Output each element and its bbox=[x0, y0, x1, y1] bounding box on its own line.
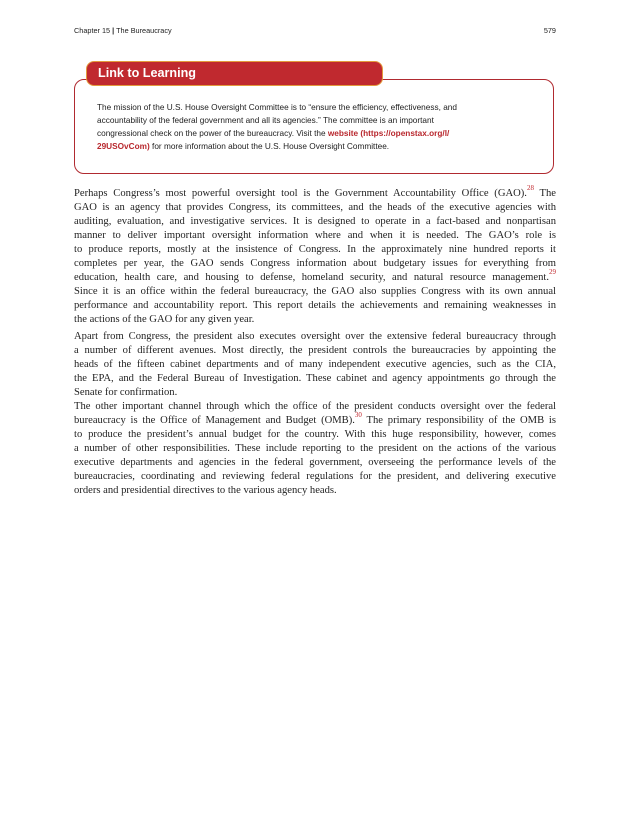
paragraph-line bbox=[74, 386, 556, 400]
footnote-reference[interactable]: 30 bbox=[354, 411, 362, 420]
line-text: to produce the president’s annual budget for the country. With this huge responsibility, however, comes bbox=[74, 429, 556, 440]
line-text: Apart from Congress, the president also executes oversight over the extensive federal bureaucracy through bbox=[74, 331, 556, 342]
line-text: auditing, evaluation, and investigative services. It is designed to operate in a fact-based and nonpartisan bbox=[74, 216, 556, 227]
line-text: The other important channel through which the office of the president conducts oversight over the federal bbox=[74, 401, 556, 412]
line-text: The bbox=[533, 188, 556, 199]
paragraph-line bbox=[74, 428, 556, 442]
line-text: a number of different avenues. Most directly, the president controls the bureaucracies by appointing the bbox=[74, 345, 556, 356]
ltl-line-text: The mission of the U.S. House Oversight Committee is to “ensure the efficiency, effectiveness, and bbox=[97, 103, 457, 112]
line-text: bureaucracies, coordinating and reviewing federal regulations for the president, and delivering executive bbox=[74, 471, 556, 482]
paragraph-line bbox=[74, 330, 556, 344]
paragraph-line bbox=[74, 215, 556, 229]
line-text: executive departments and agencies in the federal government, overseeing the performance levels of the bbox=[74, 457, 556, 468]
paragraph-line bbox=[74, 400, 556, 414]
paragraph-line bbox=[74, 411, 556, 428]
line-text: Senate for confirmation. bbox=[74, 387, 178, 398]
footnote-reference[interactable]: 28 bbox=[526, 184, 534, 193]
line-text: Since it is an office within the federal bureaucracy, the GAO also supplies Congress with its own annual bbox=[74, 286, 556, 297]
ltl-line bbox=[97, 127, 537, 140]
line-text: bureaucracy is the Office of Management and Budget (OMB). bbox=[74, 415, 355, 426]
chapter-label: Chapter 15 bbox=[74, 26, 111, 35]
chapter-title: The Bureaucracy bbox=[116, 26, 172, 35]
running-header bbox=[74, 26, 556, 38]
line-text: education, health care, and housing to defense, homeland security, and natural resource management. bbox=[74, 272, 549, 283]
line-text: The primary responsibility of the OMB is bbox=[361, 415, 556, 426]
paragraph-line bbox=[74, 470, 556, 484]
paragraph-line bbox=[74, 184, 556, 201]
paragraph-1 bbox=[74, 184, 556, 327]
paragraph-line bbox=[74, 372, 556, 386]
page-number: 579 bbox=[543, 26, 556, 35]
line-text: the actions of the GAO for any given year. bbox=[74, 314, 255, 325]
paragraph-line bbox=[74, 299, 556, 313]
paragraph-line bbox=[74, 456, 556, 470]
footnote-reference[interactable]: 29 bbox=[549, 268, 556, 277]
header-separator: | bbox=[112, 26, 115, 35]
line-text: to produce reports, mostly at the insistence of Congress. In the approximately nine hundred reports it bbox=[74, 244, 556, 255]
paragraph-line bbox=[74, 442, 556, 456]
paragraph-line bbox=[74, 484, 556, 498]
paragraph-line bbox=[74, 243, 556, 257]
paragraph-line bbox=[74, 257, 556, 271]
link-to-learning-text bbox=[97, 101, 537, 153]
website-link[interactable]: 29USOvCom) bbox=[97, 142, 150, 151]
line-text: heads of the fifteen cabinet departments and of many independent executive agencies, such as the CIA, bbox=[74, 359, 556, 370]
paragraph-line bbox=[74, 229, 556, 243]
ltl-line-text: for more information about the U.S. House Oversight Committee. bbox=[149, 142, 390, 151]
paragraph-2 bbox=[74, 330, 556, 400]
chapter-heading bbox=[74, 26, 172, 35]
paragraph-line bbox=[74, 285, 556, 299]
line-text: manner to deliver important oversight information where and when it is needed. The GAO’s role is bbox=[74, 230, 556, 241]
ltl-line-text: congressional check on the power of the bureaucracy. Visit the bbox=[97, 129, 328, 138]
paragraph-line bbox=[74, 268, 556, 285]
paragraph-line bbox=[74, 201, 556, 215]
line-text: Perhaps Congress’s most powerful oversight tool is the Government Accountability Office (GAO). bbox=[74, 188, 527, 199]
ltl-line bbox=[97, 114, 537, 127]
line-text: completes per year, the GAO sends Congress information about budgetary issues for everything from bbox=[74, 258, 556, 269]
ltl-line bbox=[97, 101, 537, 114]
paragraph-3 bbox=[74, 400, 556, 498]
website-link[interactable]: website (https://openstax.org/l/ bbox=[327, 129, 450, 138]
line-text: the EPA, and the Federal Bureau of Investigation. These cabinet and agency appointments go through the bbox=[74, 373, 556, 384]
line-text: a number of other responsibilities. These include reporting to the president on the actions of the various bbox=[74, 443, 556, 454]
ltl-line bbox=[97, 140, 537, 153]
paragraph-line bbox=[74, 358, 556, 372]
line-text: performance and accountability report. This report details the achievements and remaining weaknesses in bbox=[74, 300, 556, 311]
line-text: GAO is an agency that provides Congress, its committees, and the heads of the executive agencies with bbox=[74, 202, 556, 213]
link-to-learning-title: Link to Learning bbox=[86, 61, 383, 86]
paragraph-line bbox=[74, 313, 556, 327]
paragraph-line bbox=[74, 344, 556, 358]
ltl-line-text: accountability of the federal government and all its agencies.” The committee is an important bbox=[97, 116, 434, 125]
line-text: orders and presidential directives to the various agency heads. bbox=[74, 485, 337, 496]
